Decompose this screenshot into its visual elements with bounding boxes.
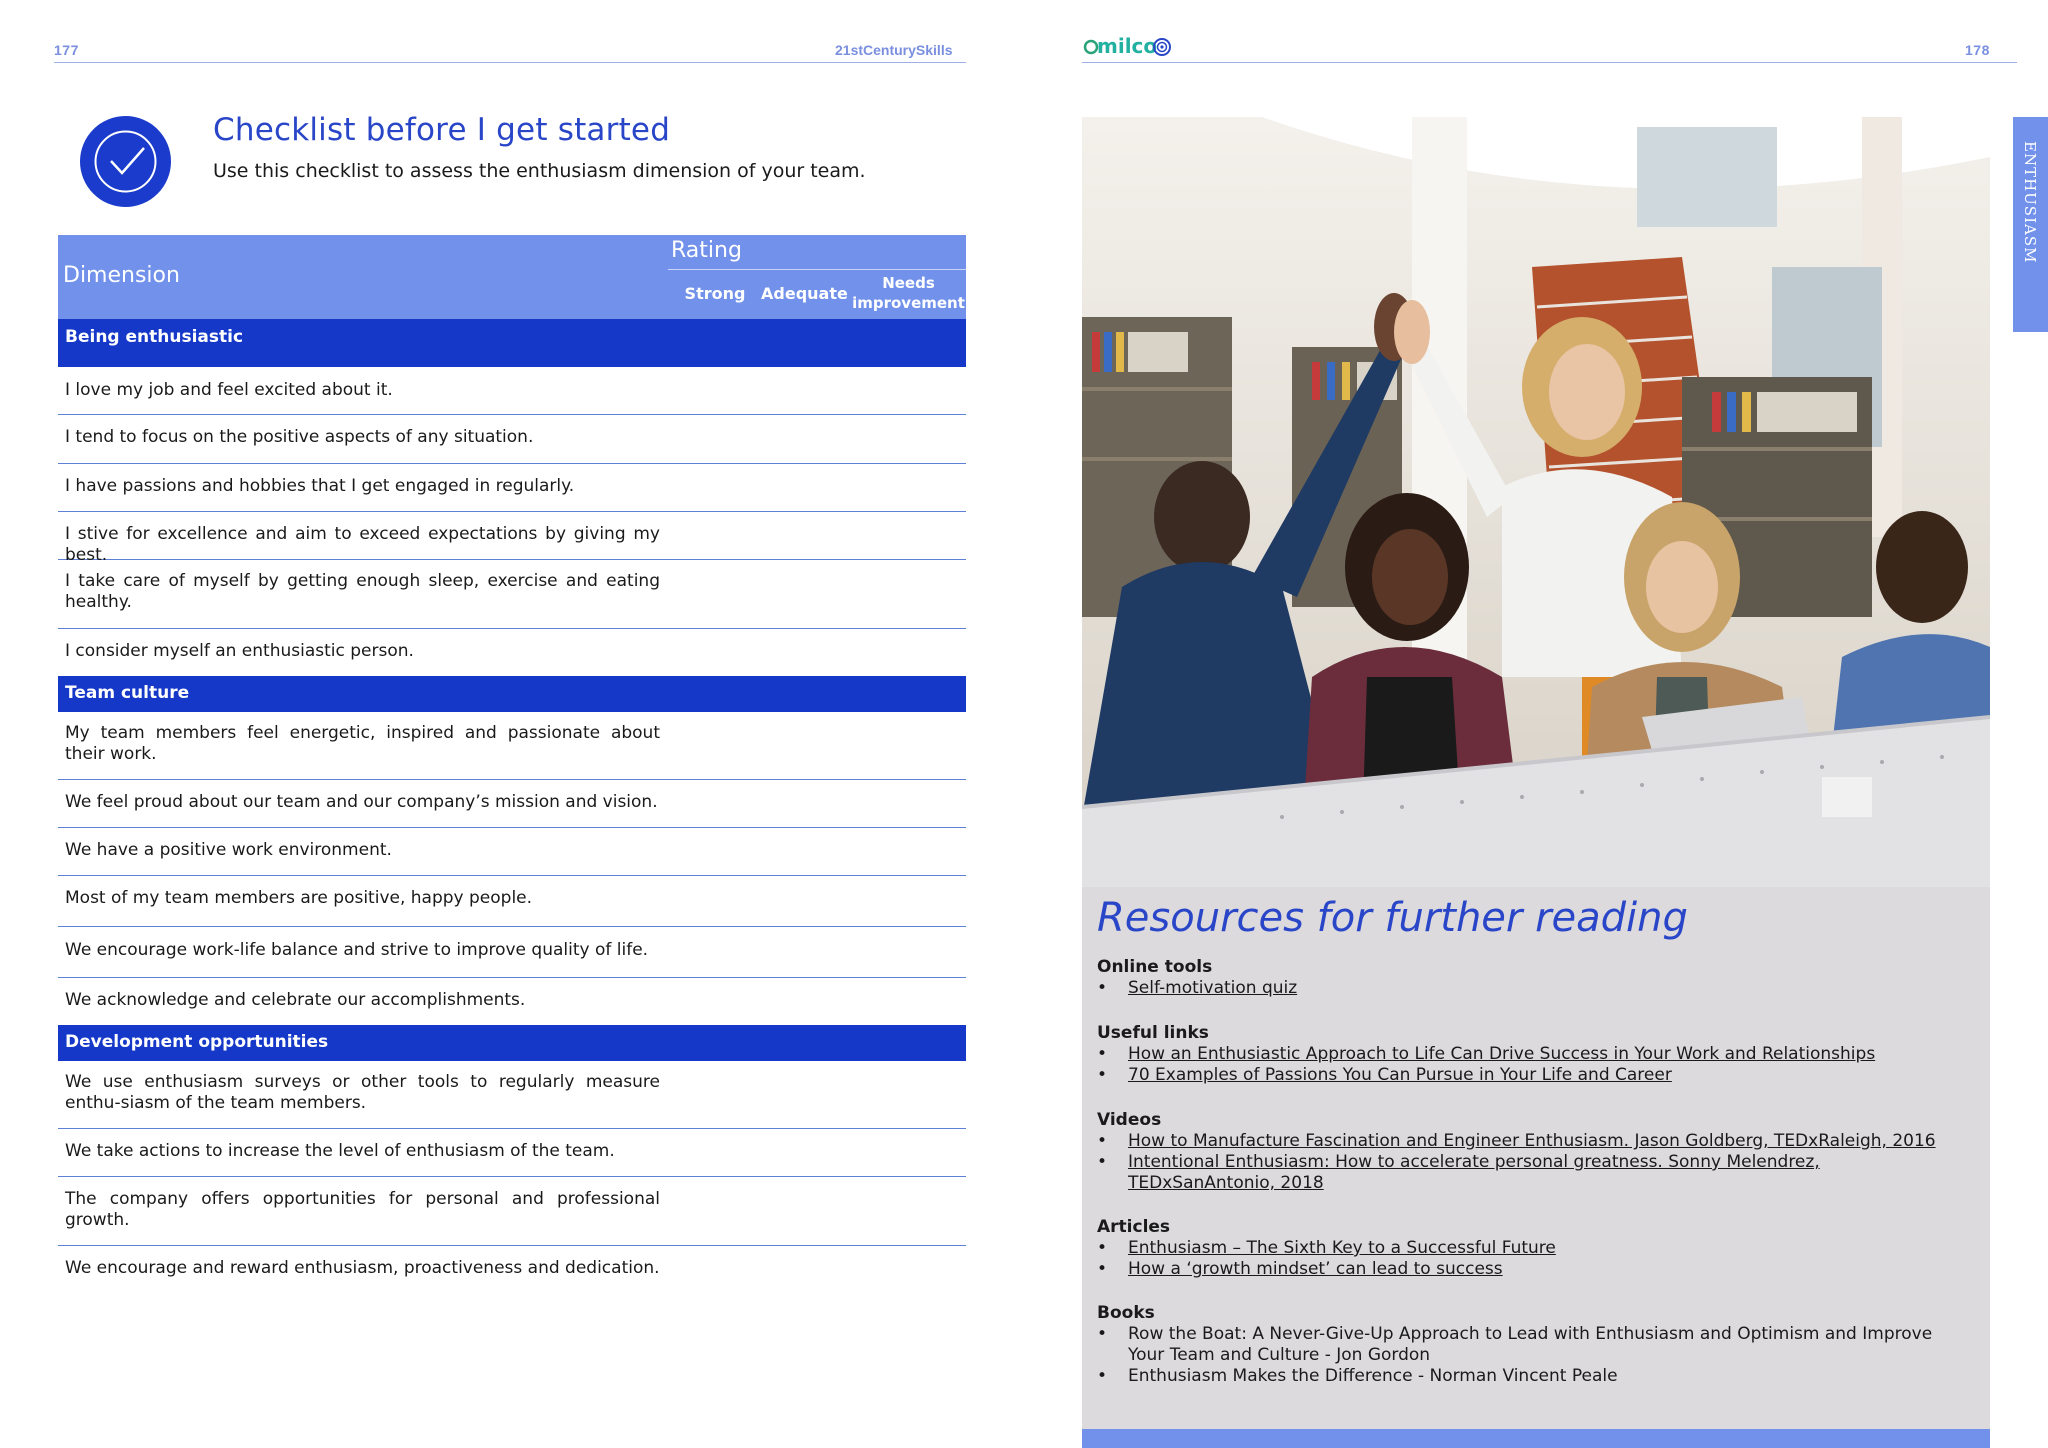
row-text: I consider myself an enthusiastic person. xyxy=(65,641,414,661)
row-text: I tend to focus on the positive aspects of any situation. xyxy=(65,427,534,447)
videos-section xyxy=(1097,1110,1972,1194)
section-being-enthusiastic: Being enthusiastic xyxy=(58,319,966,367)
row-text: I stive for excellence and aim to exceed expectations by giving my best. xyxy=(65,524,660,565)
resources-panel xyxy=(1082,887,1990,1429)
header-dimension: Dimension xyxy=(63,263,180,288)
page-title: Checklist before I get started xyxy=(213,112,671,148)
row-text: My team members feel energetic, inspired and passionate about their work. xyxy=(65,723,660,764)
resource-link[interactable]: • How an Enthusiastic Approach to Life Can Drive Success in Your Work and Relationships xyxy=(1097,1044,1972,1065)
useful-links-section xyxy=(1097,1023,1972,1086)
table-row xyxy=(58,876,966,927)
resource-link[interactable]: • Intentional Enthusiasm: How to accelerate personal greatness. Sonny Melendrez, TEDxSanAntonio, 2018 xyxy=(1097,1152,1972,1194)
team-high-five-photo xyxy=(1082,117,1990,887)
checklist-table xyxy=(58,235,966,1293)
bottom-accent-bar xyxy=(1082,1429,1990,1448)
table-row xyxy=(58,978,966,1025)
resource-link[interactable]: • How a ‘growth mindset’ can lead to success xyxy=(1097,1259,1972,1280)
resource-link[interactable]: • How to Manufacture Fascination and Engineer Enthusiasm. Jason Goldberg, TEDxRaleigh, 2016 xyxy=(1097,1131,1972,1152)
resources-title: Resources for further reading xyxy=(1097,895,1688,941)
checkmark-circle-icon xyxy=(80,116,171,207)
header-adequate: Adequate xyxy=(761,284,848,303)
row-text: We encourage work-life balance and strive to improve quality of life. xyxy=(65,940,649,960)
table-row xyxy=(58,512,966,565)
header-brand: 21stCenturySkills xyxy=(835,42,953,58)
books-section xyxy=(1097,1303,1972,1387)
online-tools-heading: Online tools xyxy=(1097,957,1213,977)
books-heading: Books xyxy=(1097,1303,1155,1323)
book-item: • Enthusiasm Makes the Difference - Norman Vincent Peale xyxy=(1097,1366,1972,1387)
chapter-side-tab xyxy=(2013,117,2048,332)
page-number-right: 178 xyxy=(1965,42,1990,58)
table-row xyxy=(58,927,966,978)
row-text: The company offers opportunities for personal and professional growth. xyxy=(65,1189,660,1230)
row-text: We feel proud about our team and our company’s mission and vision. xyxy=(65,792,658,812)
online-tools-section xyxy=(1097,957,1972,999)
header-rating-rule xyxy=(668,269,966,270)
row-text: We have a positive work environment. xyxy=(65,840,392,860)
table-row xyxy=(58,1246,966,1293)
row-text: We take actions to increase the level of enthusiasm of the team. xyxy=(65,1141,615,1161)
table-row xyxy=(58,1061,966,1129)
table-row xyxy=(58,780,966,828)
table-row xyxy=(58,712,966,780)
row-text: I love my job and feel excited about it. xyxy=(65,380,393,400)
logo-text: milco xyxy=(1097,34,1158,58)
page-number-left: 177 xyxy=(54,42,79,58)
table-row xyxy=(58,415,966,464)
header-strong: Strong xyxy=(684,284,746,303)
table-row xyxy=(58,367,966,415)
resource-link[interactable]: • Enthusiasm – The Sixth Key to a Successful Future xyxy=(1097,1238,1972,1259)
table-row xyxy=(58,560,966,629)
useful-links-heading: Useful links xyxy=(1097,1023,1209,1043)
articles-heading: Articles xyxy=(1097,1217,1171,1237)
header-needs-improvement: Needs improvement xyxy=(852,274,965,312)
header-rule xyxy=(1082,62,2017,63)
table-header xyxy=(58,235,966,319)
table-row xyxy=(58,828,966,876)
resource-link[interactable]: • 70 Examples of Passions You Can Pursue in Your Life and Career xyxy=(1097,1065,1972,1086)
row-text: We acknowledge and celebrate our accomplishments. xyxy=(65,990,526,1010)
table-row xyxy=(58,1177,966,1246)
book-item: • Row the Boat: A Never-Give-Up Approach to Lead with Enthusiasm and Optimism and Improve Your Team and Culture - Jon Gordon xyxy=(1097,1324,1972,1366)
videos-heading: Videos xyxy=(1097,1110,1162,1130)
section-development-opportunities: Development opportunities xyxy=(58,1025,966,1061)
row-text: We use enthusiasm surveys or other tools to regularly measure enthu-siasm of the team members. xyxy=(65,1072,660,1113)
table-row xyxy=(58,1129,966,1177)
articles-section xyxy=(1097,1217,1972,1280)
section-team-culture: Team culture xyxy=(58,676,966,712)
resource-link[interactable]: • Self-motivation quiz xyxy=(1097,978,1972,999)
header-rating: Rating xyxy=(671,238,742,263)
milco-logo xyxy=(1083,34,1173,60)
row-text: I take care of myself by getting enough sleep, exercise and eating healthy. xyxy=(65,571,660,612)
table-row xyxy=(58,464,966,512)
header-rule xyxy=(54,62,966,63)
row-text: We encourage and reward enthusiasm, proactiveness and dedication. xyxy=(65,1258,660,1278)
side-tab-label: ENTHUSIASM xyxy=(2021,141,2039,264)
page-subtitle: Use this checklist to assess the enthusiasm dimension of your team. xyxy=(213,160,866,182)
table-row xyxy=(58,629,966,676)
row-text: Most of my team members are positive, happy people. xyxy=(65,888,533,908)
row-text: I have passions and hobbies that I get engaged in regularly. xyxy=(65,476,575,496)
